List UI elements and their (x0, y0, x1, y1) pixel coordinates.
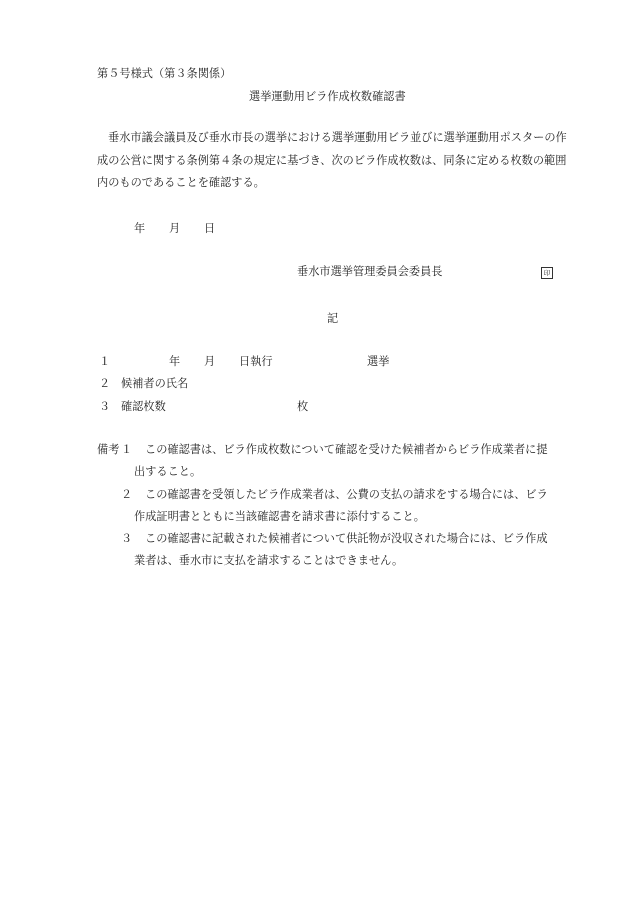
item-number: １ (99, 355, 111, 368)
remark-text-line: この確認書に記載された候補者について供託物が没収された場合には、ビラ作成 (145, 532, 548, 545)
remark-text-line: 業者は、垂水市に支払を請求することはできません。 (134, 554, 404, 567)
form-number: 第５号様式（第３条関係） (97, 67, 232, 80)
item-election: 選挙 (367, 355, 390, 368)
remark-text-line: この確認書を受領したビラ作成業者は、公費の支払の請求をする場合には、ビラ (145, 488, 548, 501)
item-unit: 枚 (297, 400, 309, 413)
item-number: ３ (99, 400, 111, 413)
item-number: ２ (99, 377, 111, 390)
item-day-exec: 日執行 (239, 355, 273, 368)
remark-number: ３ (121, 532, 133, 545)
remark-text-line: 作成証明書とともに当該確認書を請求書に添付すること。 (134, 510, 425, 523)
item-label: 候補者の氏名 (121, 377, 189, 390)
remark-number: ２ (121, 488, 133, 501)
date-month: 月 (169, 222, 181, 235)
date-year: 年 (134, 222, 146, 235)
seal-mark: 印 (541, 267, 553, 279)
remark-text-line: この確認書は、ビラ作成枚数について確認を受けた候補者からビラ作成業者に提 (145, 443, 548, 456)
remark-text-line: 出すること。 (134, 465, 202, 478)
remark-number: １ (121, 443, 133, 456)
date-day: 日 (204, 222, 216, 235)
remarks-heading: 備考 (97, 443, 120, 456)
item-label: 確認枚数 (121, 400, 166, 413)
body-paragraph: 垂水市議会議員及び垂水市長の選挙における選挙運動用ビラ並びに選挙運動用ポスターの作成の公営に関する条例第４条の規定に基づき、次のビラ作成枚数は、同条に定める枚数の範囲内のものであることを確認する。 (97, 131, 567, 189)
signatory-name: 垂水市選挙管理委員会委員長 (297, 265, 443, 278)
item-year: 年 (169, 355, 181, 368)
ki-heading: 記 (327, 312, 339, 325)
document-title: 選挙運動用ビラ作成枚数確認書 (249, 90, 406, 103)
item-month: 月 (204, 355, 216, 368)
